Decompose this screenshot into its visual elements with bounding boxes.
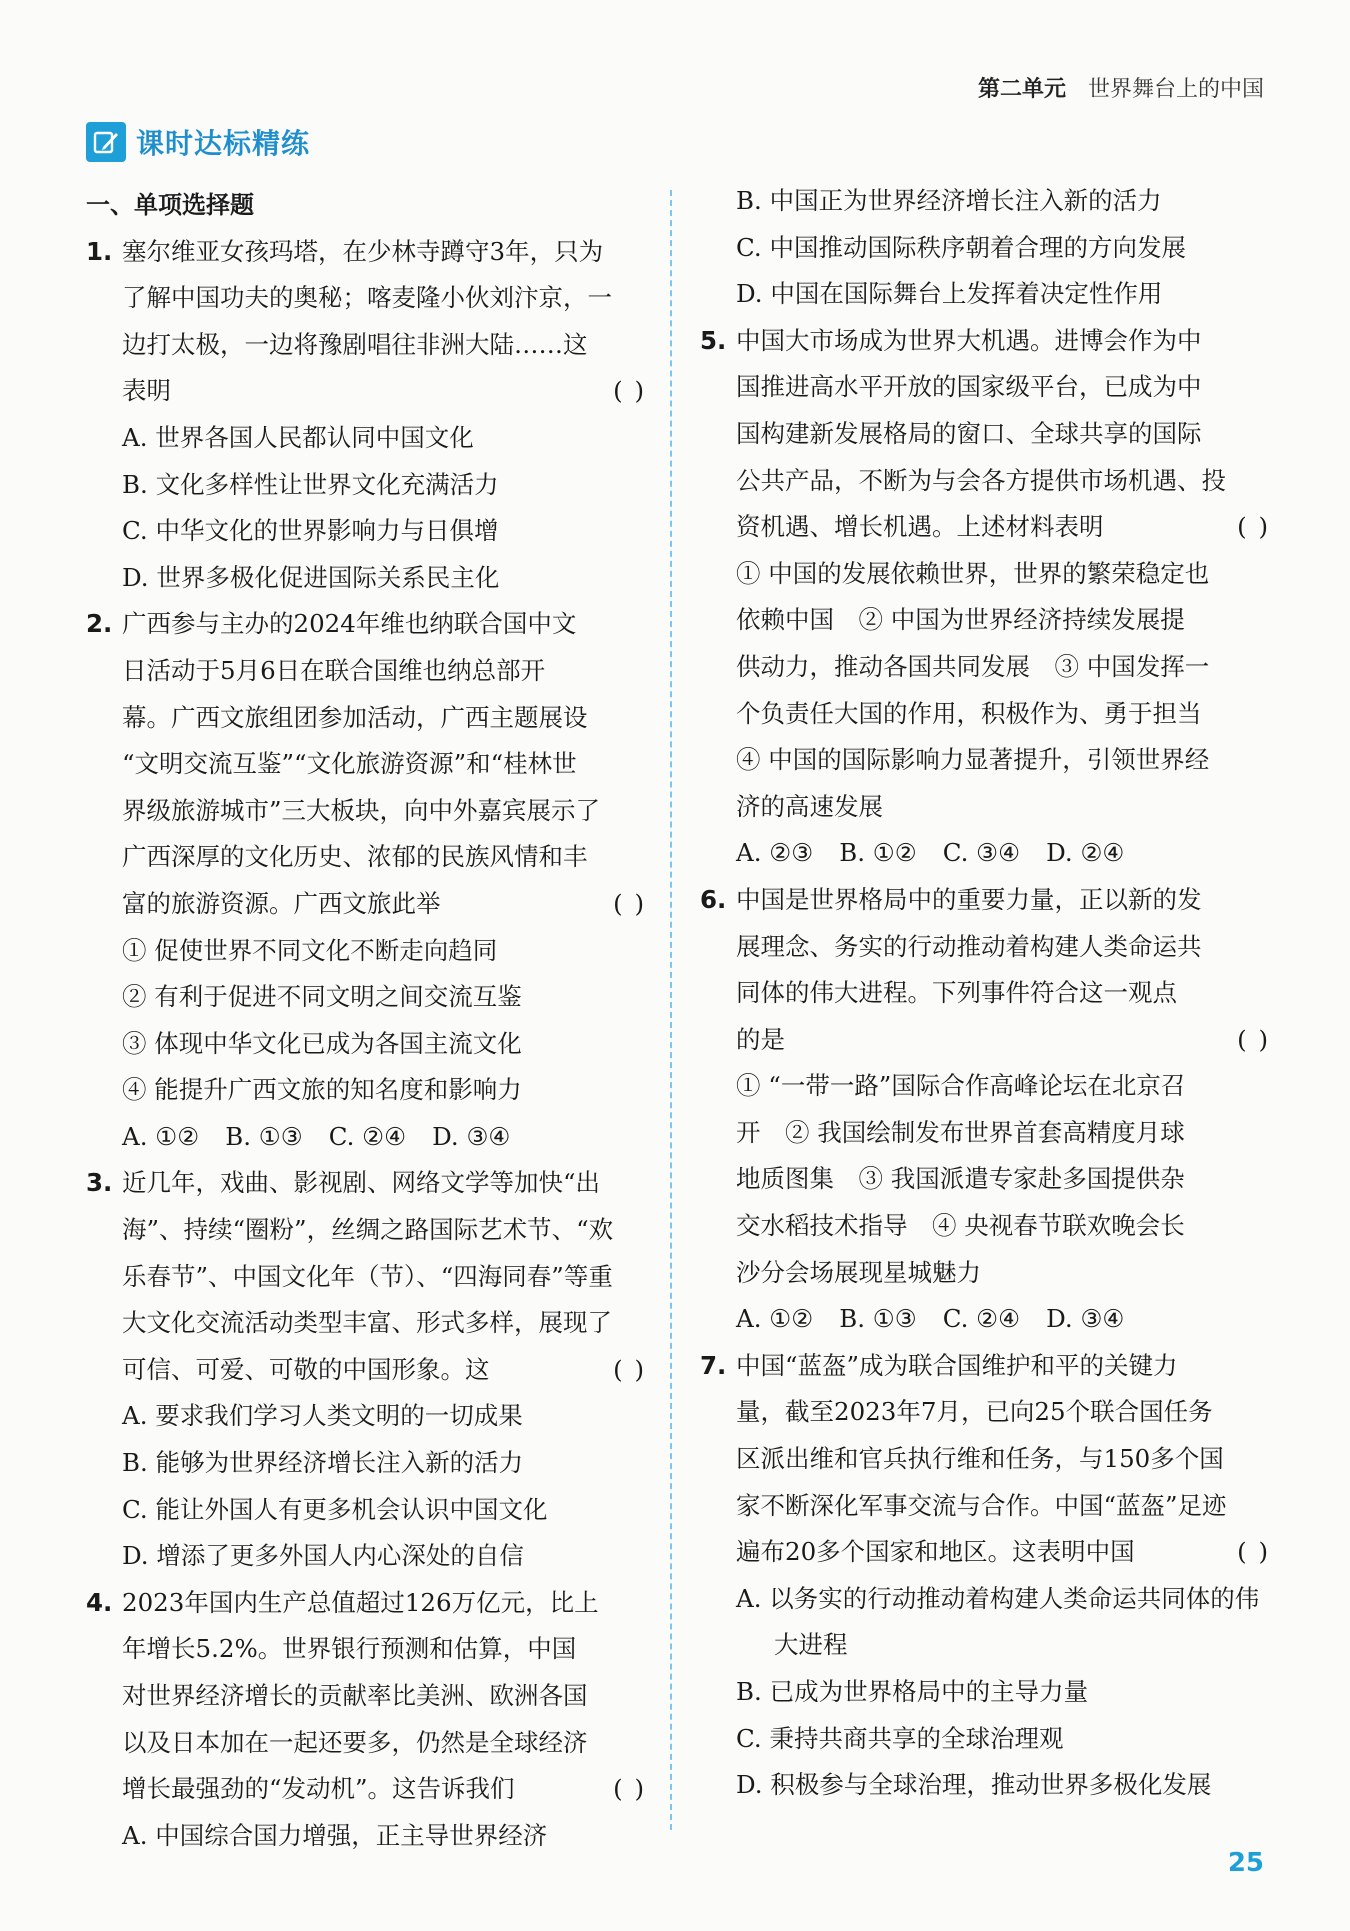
question-text: 资机遇、增长机遇。上述材料表明 — [736, 512, 1104, 542]
option: A. 要求我们学习人类文明的一切成果 — [122, 1401, 523, 1431]
section-title-text: 课时达标精练 — [136, 127, 311, 160]
question-text-line: “文明交流互鉴”“文化旅游资源”和“桂林世 — [122, 749, 577, 779]
question-text-line: 界级旅游城市”三大板块，向中外嘉宾展示了 — [122, 795, 601, 825]
option: C. ③④ — [942, 838, 1021, 868]
statement: 依赖中国 ② 中国为世界经济持续发展提 — [736, 605, 1185, 635]
question-text: 富的旅游资源。广西文旅此举 — [122, 888, 441, 918]
option: D. ③④ — [1046, 1304, 1125, 1334]
answer-blank: ( ) — [1237, 1537, 1270, 1567]
question-text-line: 大文化交流活动类型丰富、形式多样，展现了 — [122, 1308, 612, 1338]
question-text-line: 以及日本加在一起还要多，仍然是全球经济 — [122, 1727, 588, 1757]
pencil-icon — [86, 122, 126, 162]
page-number: 25 — [1227, 1848, 1264, 1878]
option: C. 中国推动国际秩序朝着合理的方向发展 — [736, 232, 1186, 262]
answer-blank: ( ) — [613, 1354, 646, 1384]
option: D. 中国在国际舞台上发挥着决定性作用 — [736, 279, 1163, 309]
question-text-line: 家不断深化军事交流与合作。中国“蓝盔”足迹 — [736, 1490, 1227, 1520]
option: B. ①③ — [225, 1121, 303, 1151]
option-row — [700, 1296, 1270, 1343]
question-text-line: 区派出维和官兵执行维和任务，与150多个国 — [736, 1444, 1224, 1474]
question-text-line: 中国是世界格局中的重要力量，正以新的发 — [736, 884, 1202, 914]
question-text: 表明 — [122, 376, 171, 406]
right-column — [700, 178, 1270, 1809]
answer-blank: ( ) — [1237, 1024, 1270, 1054]
statement: ④ 能提升广西文旅的知名度和影响力 — [122, 1075, 522, 1105]
question-text-line: 量，截至2023年7月，已向25个联合国任务 — [736, 1397, 1213, 1427]
question-text-line — [736, 1529, 1270, 1576]
question-number: 6. — [700, 884, 727, 914]
question-number: 2. — [86, 609, 113, 639]
question-text-line: 了解中国功夫的奥秘；喀麦隆小伙刘汴京，一 — [122, 283, 612, 313]
option: C. ②④ — [942, 1304, 1021, 1334]
answer-blank: ( ) — [1237, 512, 1270, 542]
question-number: 5. — [700, 325, 727, 355]
question-text-line — [122, 1766, 646, 1813]
question-number: 4. — [86, 1587, 113, 1617]
question-text-line — [736, 504, 1270, 551]
question-2 — [86, 601, 646, 927]
statement: 供动力，推动各国共同发展 ③ 中国发挥一 — [736, 651, 1210, 681]
question-text-line: 塞尔维亚女孩玛塔，在少林寺蹲守3年，只为 — [122, 236, 604, 266]
option: B. 中国正为世界经济增长注入新的活力 — [736, 186, 1162, 215]
option: D. ②④ — [1046, 838, 1125, 868]
option: C. 秉持共商共享的全球治理观 — [736, 1723, 1064, 1753]
question-number: 1. — [86, 236, 113, 266]
question-text: 可信、可爱、可敬的中国形象。这 — [122, 1354, 490, 1384]
question-text-line: 同体的伟大进程。下列事件符合这一观点 — [736, 978, 1177, 1008]
unit-topic: 世界舞台上的中国 — [1087, 77, 1264, 102]
option: A. 世界各国人民都认同中国文化 — [122, 422, 474, 452]
option: A. ①② — [122, 1121, 200, 1151]
option: D. 世界多极化促进国际关系民主化 — [122, 562, 500, 592]
question-text-line: 对世界经济增长的贡献率比美洲、欧洲各国 — [122, 1681, 588, 1710]
answer-blank: ( ) — [613, 888, 646, 918]
question-3 — [86, 1160, 646, 1393]
option-row — [86, 1114, 646, 1161]
statement: ① 中国的发展依赖世界，世界的繁荣稳定也 — [736, 558, 1210, 588]
statement: ③ 体现中华文化已成为各国主流文化 — [122, 1028, 522, 1058]
answer-blank: ( ) — [613, 1774, 646, 1804]
option: B. ①② — [839, 838, 917, 868]
question-4 — [86, 1580, 646, 1813]
question-text-line: 国推进高水平开放的国家级平台，已成为中 — [736, 372, 1202, 402]
question-text-line: 公共产品，不断为与会各方提供市场机遇、投 — [736, 465, 1226, 495]
statement: 开 ② 我国绘制发布世界首套高精度月球 — [736, 1117, 1185, 1147]
statement: 济的高速发展 — [736, 791, 883, 821]
question-5 — [700, 318, 1270, 551]
option: C. 中华文化的世界影响力与日俱增 — [122, 516, 499, 546]
question-text-line — [736, 1017, 1270, 1064]
question-text-line: 广西深厚的文化历史、浓郁的民族风情和丰 — [122, 842, 588, 872]
answer-blank: ( ) — [613, 376, 646, 406]
statement: 交水稻技术指导 ④ 央视春节联欢晚会长 — [736, 1211, 1185, 1241]
statement: 沙分会场展现星城魅力 — [736, 1257, 981, 1287]
option: D. 增添了更多外国人内心深处的自信 — [122, 1541, 524, 1571]
statement: ① 促使世界不同文化不断走向趋同 — [122, 935, 498, 965]
statement: ① “一带一路”国际合作高峰论坛在北京召 — [736, 1071, 1186, 1101]
question-7 — [700, 1343, 1270, 1576]
column-divider — [670, 190, 672, 1830]
question-text-line: 边打太极，一边将豫剧唱往非洲大陆……这 — [122, 329, 588, 359]
option-row — [700, 830, 1270, 877]
option: C. 能让外国人有更多机会认识中国文化 — [122, 1494, 548, 1524]
option: A. 中国综合国力增强，正主导世界经济 — [122, 1820, 548, 1850]
statement: ④ 中国的国际影响力显著提升，引领世界经 — [736, 745, 1210, 775]
question-6 — [700, 877, 1270, 1063]
question-1 — [86, 229, 646, 415]
question-text: 增长最强劲的“发动机”。这告诉我们 — [122, 1774, 515, 1804]
option: C. ②④ — [328, 1121, 407, 1151]
question-text-line — [122, 368, 646, 415]
question-text: 的是 — [736, 1024, 785, 1054]
option: D. 积极参与全球治理，推动世界多极化发展 — [736, 1770, 1212, 1800]
unit-label: 第二单元 — [977, 77, 1066, 102]
question-number: 3. — [86, 1168, 113, 1198]
question-text-line: 近几年，戏曲、影视剧、网络文学等加快“出 — [122, 1168, 601, 1198]
statement: 地质图集 ③ 我国派遣专家赴多国提供杂 — [736, 1164, 1185, 1194]
question-text-line: 幕。广西文旅组团参加活动，广西主题展设 — [122, 702, 588, 732]
question-text-line: 2023年国内生产总值超过126万亿元，比上 — [122, 1587, 599, 1617]
question-text-line: 年增长5.2%。世界银行预测和估算，中国 — [122, 1634, 577, 1664]
question-text-line: 广西参与主办的2024年维也纳联合国中文 — [122, 609, 577, 639]
question-text-line: 国构建新发展格局的窗口、全球共享的国际 — [736, 418, 1202, 448]
question-text-line — [122, 1347, 646, 1394]
question-number: 7. — [700, 1350, 727, 1380]
section-title — [86, 122, 310, 162]
question-text: 遍布20多个国家和地区。这表明中国 — [736, 1537, 1135, 1567]
option: D. ③④ — [432, 1121, 511, 1151]
running-header — [978, 72, 1264, 103]
question-text-line — [122, 881, 646, 928]
statement: 个负责任大国的作用，积极作为、勇于担当 — [736, 698, 1202, 728]
option: B. 能够为世界经济增长注入新的活力 — [122, 1448, 524, 1478]
question-text-line: 日活动于5月6日在联合国维也纳总部开 — [122, 655, 546, 685]
option: A. 以务实的行动推动着构建人类命运共同体的伟大进程 — [736, 1583, 1260, 1660]
option: A. ②③ — [736, 838, 814, 868]
option: A. ①② — [736, 1304, 814, 1334]
option: B. 文化多样性让世界文化充满活力 — [122, 469, 499, 499]
statement: ② 有利于促进不同文明之间交流互鉴 — [122, 982, 522, 1012]
question-text-line: 展理念、务实的行动推动着构建人类命运共 — [736, 931, 1202, 961]
option: B. 已成为世界格局中的主导力量 — [736, 1677, 1089, 1706]
question-text-line: 海”、持续“圈粉”，丝绸之路国际艺术节、“欢 — [122, 1215, 614, 1245]
question-text-line: 中国“蓝盔”成为联合国维护和平的关键力 — [736, 1350, 1178, 1380]
part-heading: 一、单项选择题 — [86, 191, 254, 219]
left-column — [86, 182, 646, 1859]
question-text-line: 乐春节”、中国文化年（节）、“四海同春”等重 — [122, 1261, 613, 1291]
option: B. ①③ — [839, 1304, 917, 1334]
question-text-line: 中国大市场成为世界大机遇。进博会作为中 — [736, 325, 1202, 355]
